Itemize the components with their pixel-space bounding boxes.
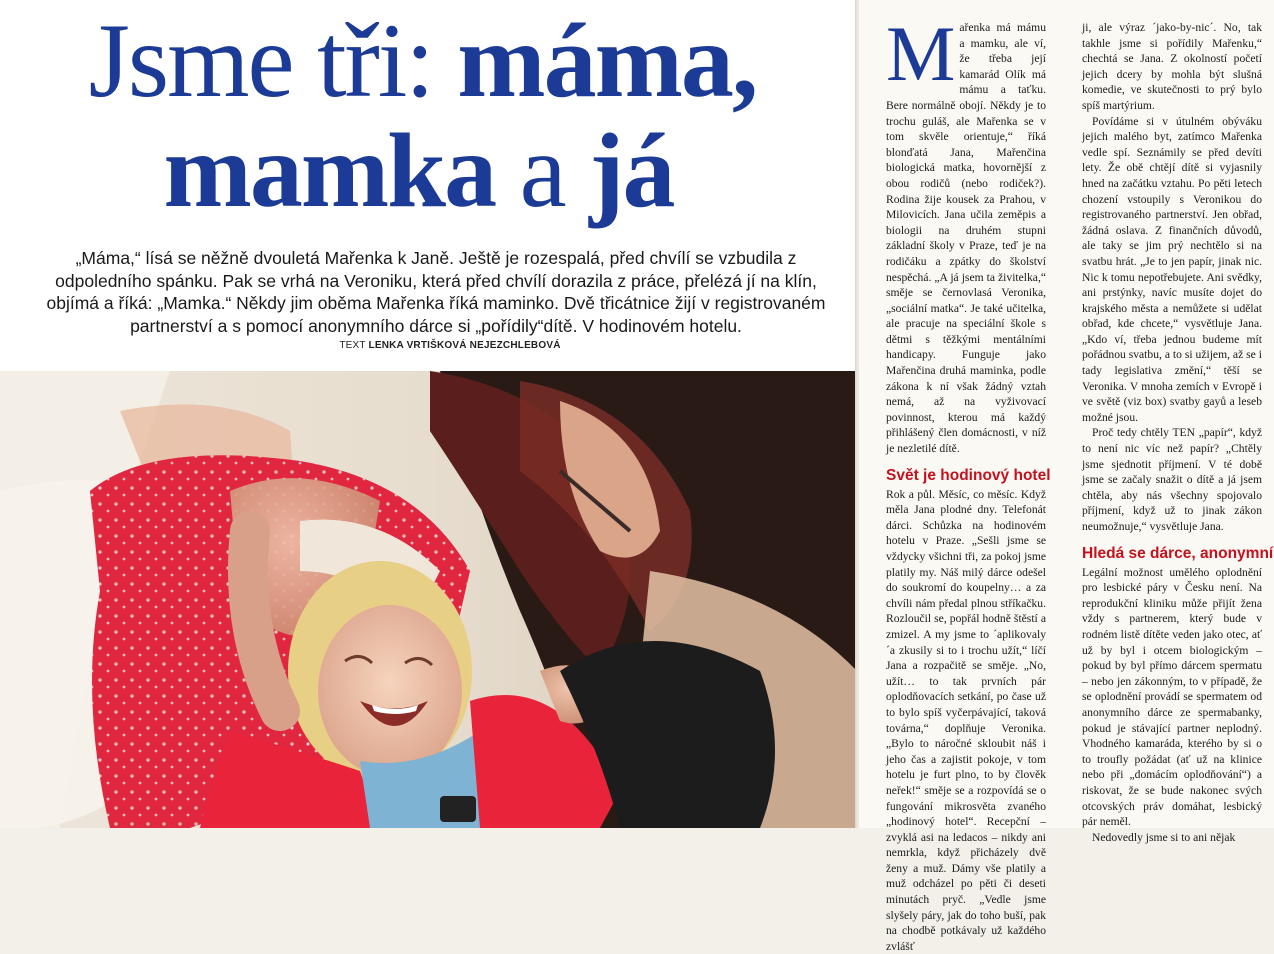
headline-line-1 [0,2,851,119]
headline-line-2 [0,112,847,229]
headline-part: já [589,112,674,229]
article-paragraph: Povídáme si v útulném obýváku jejich malého byt, zatímco Mařenka vedle spí. Seznámily se před devíti lety. Že obě chtějí dítě si vyjasnily hned na začátku vztahu. Po pěti letech chození vstoupily s Veronikou do registrovaného partnerství. Jen obřad, žádná oslava. Z finančních důvodů, ale taky se jim prý nechtělo si na svatbu hrát. „Je to jen papír, jinak nic. Nic k tomu nepotřebujete. Ani svědky, ani prstýnky, navíc musíte dojet do krajského města a nemůžete si udělat obřad, kde chcete,“ vysvětluje Jana. „Kdo ví, třeba jednou budeme mít pořádnou svatbu, a to si užijem, až se i tady legislativa změní,“ těší se Veronika. V mnoha zemích v Evropě i ve světě (viz box) svatby gayů a leseb možné jsou. [1082,114,1262,424]
byline-label: TEXT [339,340,369,351]
article-paragraph: Legální možnost umělého oplodnění pro lesbické páry v Česku není. Na reprodukční kliniku může přijít žena vždy s partnerem, který bude v rodném listě dítěte veden jako otec, ať už by byl i otcem biologickým – pokud by byl přímo dárcem spermatu – nebo jen zákonným, to v případě, že se oplodnění provádí se spermatem od anonymního dárce ze spermabanky, pokud je stávající partner neplodný. Vhodného kamaráda, kterého by si o to troufly požádat (ať už na klinice nebo při „domácím oplodňování“) a riskovat, že se bude nakonec svých otcovských práv domáhat, lesbický pár neměl. [1082,565,1262,829]
subhead-donor: Hledá se dárce, anonymní [1082,544,1274,562]
lead-paragraph: „Máma,“ lísá se něžně dvouletá Mařenka k Janě. Ještě je rozespalá, před chvílí se vzbudila z odpoledního spánku. Pak se vrhá na Veroniku, která před chvílí dorazila z práce, přelézá jí na klín, objímá a říká: „Mamka.“ Někdy jim oběma Mařenka říká maminko. Dvě třicátnice žijí v registrovaném partnerství a s pomocí anonymního dárce si „pořídily“dítě. V hodinovém hotelu. [46,248,826,336]
article-intro-text: ařenka má mámu a mamku, ale ví, že třeba její kamarád Olík má mámu a taťku. Bere normálně obojí. Někdy je to trochu guláš, ale Mařenka se v tom skvěle orientuje,“ říká blonďatá Jana, Mařenčina biologická matka, hovornější z obou rodičů (nebo rodiček?). Rodina žije kousek za Prahou, v Milovicích. Jana učila zeměpis a biologii na druhém stupni základní školy v Praze, teď je na rodičáku a zpátky do školství nespěchá. „A já jsem ta živitelka,“ směje se černovlasá Veronika, „sociální matka“. Je také učitelka, ale pracuje na speciální škole s dětmi s těžkými mentálními handicapy. Funguje jako Mařenčina druhá maminka, podle zákona k ní však žádný vztah nemá, až na vyživovací povinnost, kterou má každý přihlášený člen domácnosti, v níž je nezletilé dítě. [886,21,1046,456]
headline-part: máma, [457,2,757,119]
drop-cap: M [886,10,956,97]
headline-part: a [519,112,590,229]
article-paragraph: ji, ale výraz ´jako-by-nic´. No, tak takhle jsme si pořídily Mařenku,“ chechtá se Jana. Z okolností početí jejich dcery by mohla být slušná komedie, ve skutečnosti to prý bylo spíš martýrium. [1082,21,1262,112]
article-photo [0,371,857,828]
subhead-hotel: Svět je hodinový hotel [886,466,1051,484]
article-intro [886,10,1046,457]
article-paragraph: Nedovedly jsme si to ani nějak [1092,830,1236,844]
article-paragraph: Rok a půl. Měsíc, co měsíc. Když měla Jana plodné dny. Telefonát dárci. Schůzka na hodinovém hotelu v Praze. „Sešli jsme se vždycky všichni tři, za pokoj jsme platily my. Náš milý dárce odešel do soukromí do koupelny… a za chvíli nám předal plnou stříkačku. Rozloučil se, popřál hodně štěstí a zmizel. A my jsme to ´aplikovaly´a zkusily si to i trochu užít,“ líčí Jana a rozpačitě se směje. „No, užít… to tak prvních pár oplodňovacích setkání, po čase už to bylo spíš vyčerpávající, taková továrna,“ doplňuje Veronika. „Bylo to náročné skloubit náš i jeho čas a zajistit pokoje, v tom hotelu je furt plno, to by člověk neřek!“ směje se a rozpovídá se o fungování mikrosvěta zvaného „hodinový hotel“. Recepční – zvyklá asi na ledacos – nikdy ani nemrkla, když přicházely dvě ženy a muž. Dámy vše platily a muž odcházel po pěti či deseti minutách pryč. „Vedle jsme slyšely páry, jak do toho buší, pak na chodbě potkávaly už každého zvlášť [886,487,1046,953]
article-paragraph: Proč tedy chtěly TEN „papír“, když to není nic víc než papír? „Chtěly jsme sjednotit příjmení. V té době jsme se začaly snažit o dítě a já jsem chtěla, aby nás všechny spojovalo příjmení, když už to jinak zákon neumožnuje,“ vysvětluje Jana. [1082,426,1262,533]
headline-part: mamka [163,112,520,229]
article-column-1 [886,10,1051,954]
article-column-2 [1082,20,1274,845]
headline-part: Jsme tři: [88,2,458,119]
byline [0,340,857,351]
byline-author: LENKA VRTIŠKOVÁ NEJEZCHLEBOVÁ [368,340,561,351]
